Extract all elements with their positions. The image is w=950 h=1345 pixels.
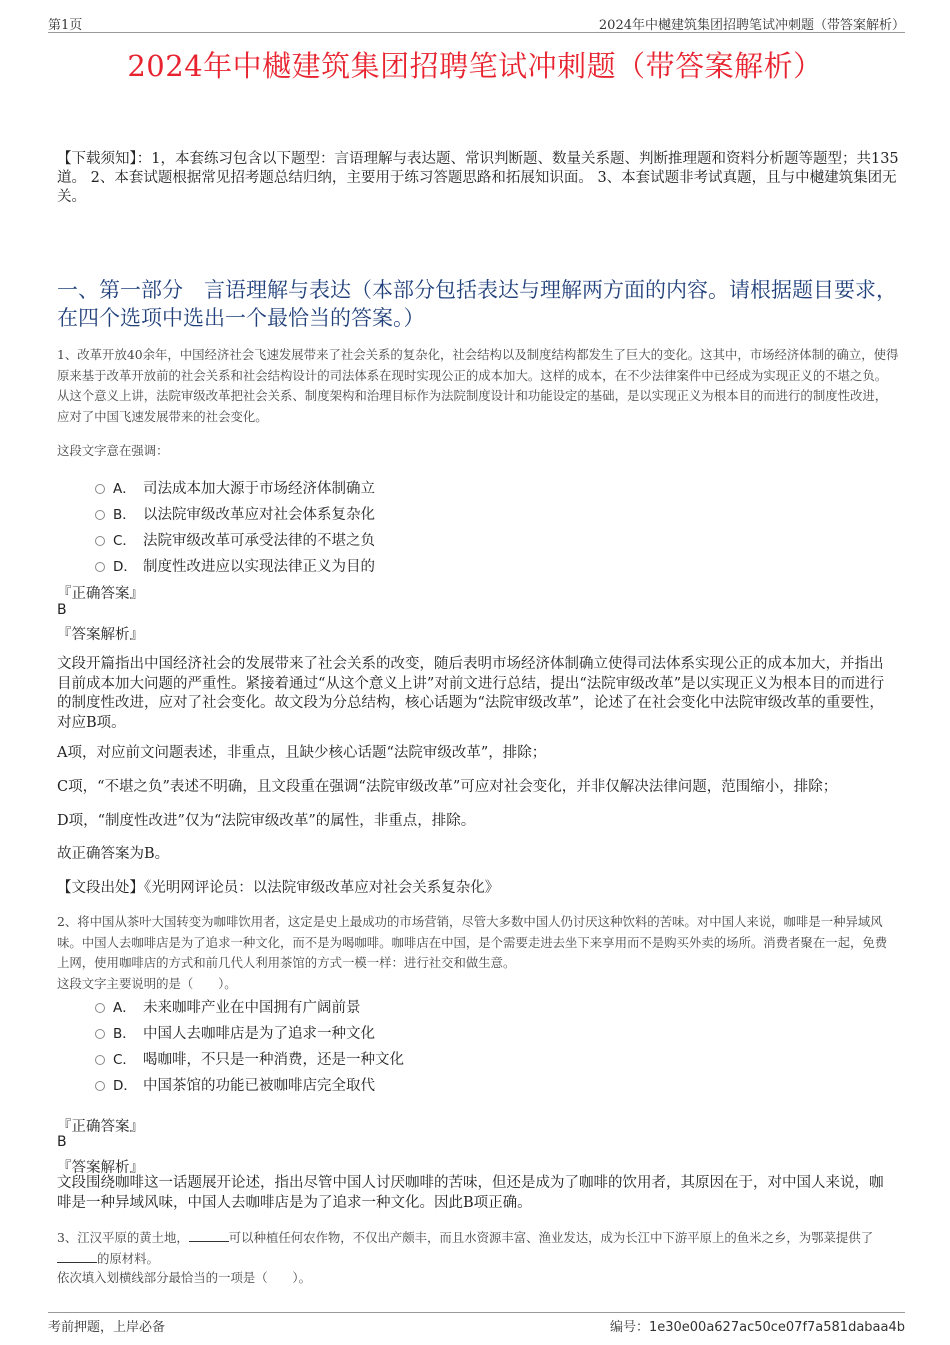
- page-footer: [48, 1312, 905, 1336]
- radio-icon[interactable]: [95, 1003, 105, 1013]
- question-1-source: 【文段出处】《光明网评论员：以法院审级改革应对社会关系复杂化》: [57, 880, 500, 896]
- page-number: 第1页: [48, 18, 83, 33]
- question-2-answer: B: [57, 1134, 67, 1150]
- question-1-note-d: D项，“制度性改进”仅为“法院审级改革”的属性，非重点，排除。: [57, 813, 476, 829]
- header-doc-title: 2024年中樾建筑集团招聘笔试冲刺题（带答案解析）: [598, 18, 905, 33]
- radio-icon[interactable]: [95, 562, 105, 572]
- document-title: 2024年中樾建筑集团招聘笔试冲刺题（带答案解析）: [127, 49, 823, 83]
- question-2-option-c[interactable]: C． 喝咖啡，不只是一种消费，还是一种文化: [95, 1048, 404, 1069]
- analysis-label: 『答案解析』: [57, 1160, 144, 1176]
- question-1-prompt: 这段文字意在强调：: [57, 443, 169, 458]
- question-3-prompt: 依次填入划横线部分最恰当的一项是（ ）。: [57, 1270, 312, 1285]
- radio-icon[interactable]: [95, 1029, 105, 1039]
- question-2-prompt: 这段文字主要说明的是（ ）。: [57, 976, 237, 991]
- question-2-analysis: 文段围绕咖啡这一话题展开论述，指出尽管中国人讨厌咖啡的苦味，但还是成为了咖啡的饮用者，其原因在于，对中国人来说，咖啡是一种异域风味，中国人去咖啡店是为了追求一种文化。因此B项正确。: [57, 1175, 884, 1211]
- correct-answer-label: 『正确答案』: [57, 586, 144, 602]
- question-2-stem: 2、将中国从茶叶大国转变为咖啡饮用者，这定是史上最成功的市场营销，尽管大多数中国人仍讨厌这种饮料的苦味。对中国人来说，咖啡是一种异域风味。中国人去咖啡店是为了追求一种文化，而不是为喝咖啡。咖啡店在中国，是个需要走进去坐下来享用而不是购买外卖的场所。消费者聚在一起，免费上网，使用咖啡店的方式和前几代人利用茶馆的方式一模一样：进行社交和做生意。: [57, 914, 888, 970]
- correct-answer-label: 『正确答案』: [57, 1119, 144, 1135]
- question-2-option-d[interactable]: D． 中国茶馆的功能已被咖啡店完全取代: [95, 1074, 375, 1095]
- radio-icon[interactable]: [95, 484, 105, 494]
- radio-icon[interactable]: [95, 510, 105, 520]
- radio-icon[interactable]: [95, 536, 105, 546]
- question-1-note-c: C项，“不堪之负”表述不明确，且文段重在强调“法院审级改革”可应对社会变化，并非仅解决法律问题，范围缩小，排除；: [57, 779, 838, 795]
- question-1-option-d[interactable]: D． 制度性改进应以实现法律正义为目的: [95, 555, 375, 576]
- question-1-option-a[interactable]: A． 司法成本加大源于市场经济体制确立: [95, 477, 375, 498]
- question-2-option-b[interactable]: B． 中国人去咖啡店是为了追求一种文化: [95, 1022, 375, 1043]
- section-heading: 一、第一部分 言语理解与表达（本部分包括表达与理解两方面的内容。请根据题目要求，在四个选项中选出一个最恰当的答案。）: [57, 278, 897, 330]
- radio-icon[interactable]: [95, 1055, 105, 1065]
- footer-slogan: 考前押题，上岸必备: [48, 1320, 166, 1335]
- question-1-note-a: A项，对应前文问题表述，非重点，且缺少核心话题“法院审级改革”，排除；: [57, 745, 547, 761]
- download-notice: 【下载须知】：1，本套练习包含以下题型：言语理解与表达题、常识判断题、数量关系题、判断推理题和资料分析题等题型；共135道。 2、本套试题根据常见招考题总结归纳，主要用于练习答题思路和拓展知识面。 3、本套试题非考试真题，且与中樾建筑集团无关。: [57, 151, 899, 205]
- radio-icon[interactable]: [95, 1081, 105, 1091]
- question-1-stem: 1、改革开放40余年，中国经济社会飞速发展带来了社会关系的复杂化，社会结构以及制度结构都发生了巨大的变化。这其中，市场经济体制的确立，使得原来基于改革开放前的社会关系和社会结构设计的司法体系在现时实现公正的成本加大。这样的成本，在不少法律案件中已经成为实现正义的不堪之负。从这个意义上讲，法院审级改革把社会关系、制度架构和治理目标作为法院制度设计和功能设定的基础，是以实现正义为根本目的而进行的制度性改进，应对了中国飞速发展带来的社会变化。: [57, 347, 899, 424]
- question-1-answer: B: [57, 602, 67, 618]
- fill-blank-1[interactable]: [189, 1229, 229, 1242]
- fill-blank-2[interactable]: [57, 1250, 97, 1263]
- question-1-option-c[interactable]: C． 法院审级改革可承受法律的不堪之负: [95, 529, 375, 550]
- page-header: [48, 14, 905, 33]
- analysis-label: 『答案解析』: [57, 627, 144, 643]
- question-3-stem: 3、江汉平原的黄土地， 可以种植任何农作物，不仅出产颇丰，而且水资源丰富、渔业发达，成为长江中下游平原上的鱼米之乡，为鄂菜提供了的原材料。: [57, 1230, 874, 1266]
- question-2-option-a[interactable]: A． 未来咖啡产业在中国拥有广阔前景: [95, 996, 361, 1017]
- footer-code: 编号：1e30e00a627ac50ce07f7a581dabaa4b: [609, 1320, 905, 1335]
- question-1-conclusion: 故正确答案为B。: [57, 846, 170, 862]
- question-1-analysis: 文段开篇指出中国经济社会的发展带来了社会关系的改变，随后表明市场经济体制确立使得司法体系实现公正的成本加大，并指出目前成本加大问题的严重性。紧接着通过“从这个意义上讲”对前文进行总结，提出“法院审级改革”是以实现正义为根本目的而进行的制度性改进，应对了社会变化。故文段为分总结构，核心话题为“法院审级改革”，论述了在社会变化中法院审级改革的重要性，对应B项。: [57, 656, 885, 731]
- question-1-option-b[interactable]: B． 以法院审级改革应对社会体系复杂化: [95, 503, 375, 524]
